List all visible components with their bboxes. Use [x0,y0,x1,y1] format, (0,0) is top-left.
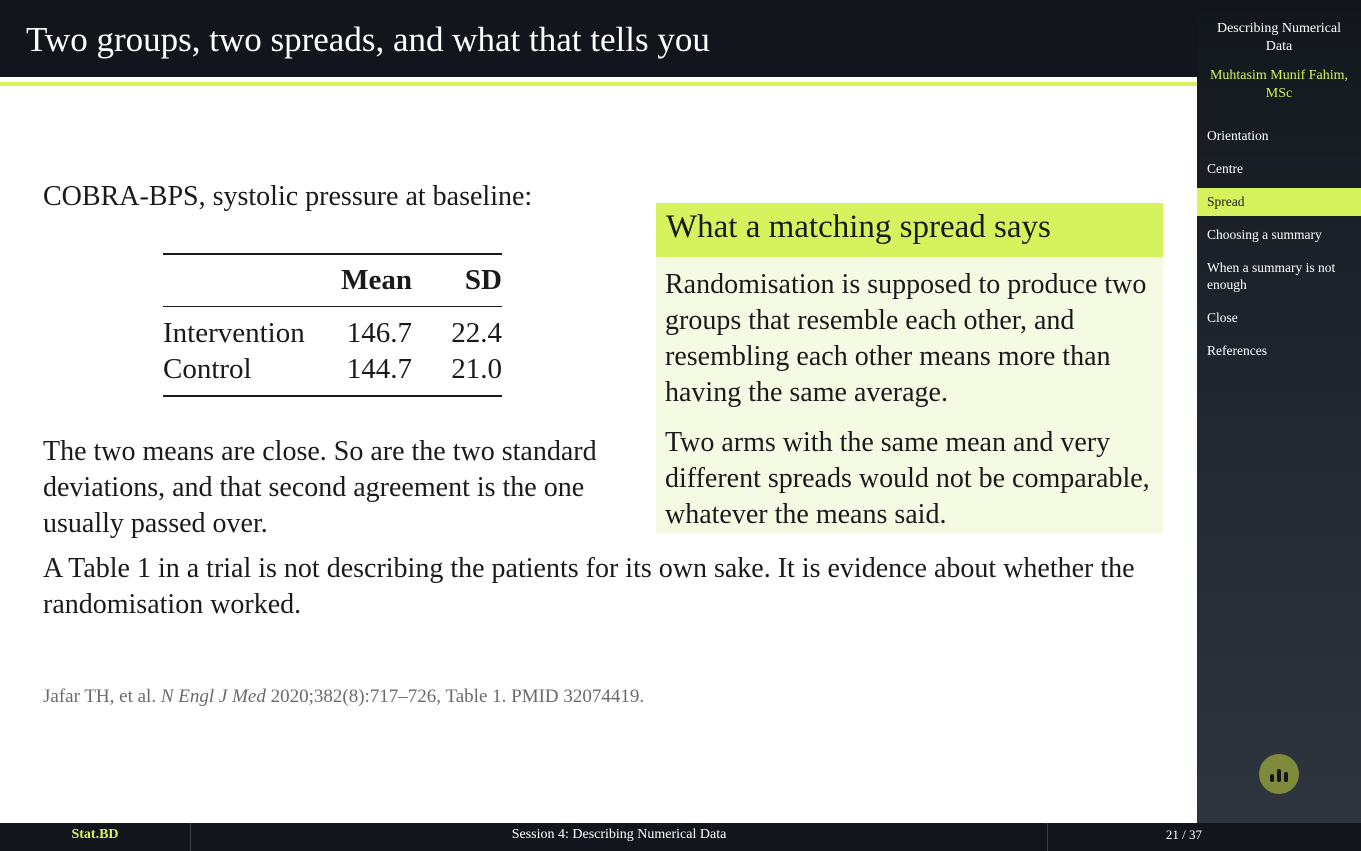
slide-title: Two groups, two spreads, and what that tells you [26,20,710,59]
sidebar-item-choosing-a-summary[interactable]: Choosing a summary [1207,227,1322,242]
callout-paragraph: Randomisation is supposed to produce two groups that resemble each other, and resembling each other means more than having the same average. [665,269,1147,408]
row-sd: 22.4 [451,316,502,349]
citation-details: 2020;382(8):717–726, Table 1. PMID 32074419. [270,686,645,707]
sidebar-item-close[interactable]: Close [1207,310,1238,325]
footer-session-title: Session 4: Describing Numerical Data [511,827,727,842]
footer [0,823,1361,851]
callout-title: What a matching spread says [656,203,1163,257]
row-mean: 146.7 [346,316,412,349]
callout-box [656,203,1163,533]
sidebar [1197,0,1361,851]
callout-paragraph: Two arms with the same mean and very different spreads would not be comparable, whatever the means said. [665,427,1150,530]
row-mean: 144.7 [346,352,412,385]
sidebar-item-spread[interactable]: Spread [1197,188,1361,216]
logo-bar [1277,769,1281,782]
bar-chart-icon[interactable] [1259,754,1299,794]
intro-text: COBRA-BPS, systolic pressure at baseline: [43,181,533,212]
footer-page-number: 21 / 37 [1165,827,1202,842]
citation-journal: N Engl J Med [160,686,266,707]
table-row [163,351,502,396]
sidebar-item-centre[interactable]: Centre [1207,161,1243,176]
table-row [163,307,502,352]
table-header-label [163,254,312,307]
sidebar-item-orientation[interactable]: Orientation [1207,128,1269,143]
table-header-sd: SD [464,264,502,296]
footer-brand: Stat.BD [71,827,119,842]
table-header-row [163,254,502,307]
citation [43,686,644,708]
sidebar-nav [1197,122,1361,370]
logo-bar [1284,772,1288,782]
paragraph-table1: A Table 1 in a trial is not describing the patients for its own sake. It is evidence about whether the randomisation worked. [43,553,1135,620]
logo-bar [1270,774,1274,782]
row-sd: 21.0 [451,352,502,385]
table-header-mean: Mean [341,264,412,296]
citation-authors: Jafar TH, et al. [43,686,157,707]
data-table [163,253,502,397]
sidebar-item-when-a-summary-is-not-enough[interactable]: When a summary is not enough [1207,260,1336,292]
row-label: Intervention [163,316,305,349]
sidebar-author: Muhtasim Munif Fahim, MSc [1209,68,1349,101]
paragraph-means: The two means are close. So are the two standard deviations, and that second agreement is the one usually passed over. [43,436,597,539]
sidebar-item-references[interactable]: References [1207,343,1267,358]
row-label: Control [163,352,252,385]
sidebar-deck-title[interactable]: Describing Numerical Data [1216,21,1341,54]
callout-body [656,257,1163,533]
